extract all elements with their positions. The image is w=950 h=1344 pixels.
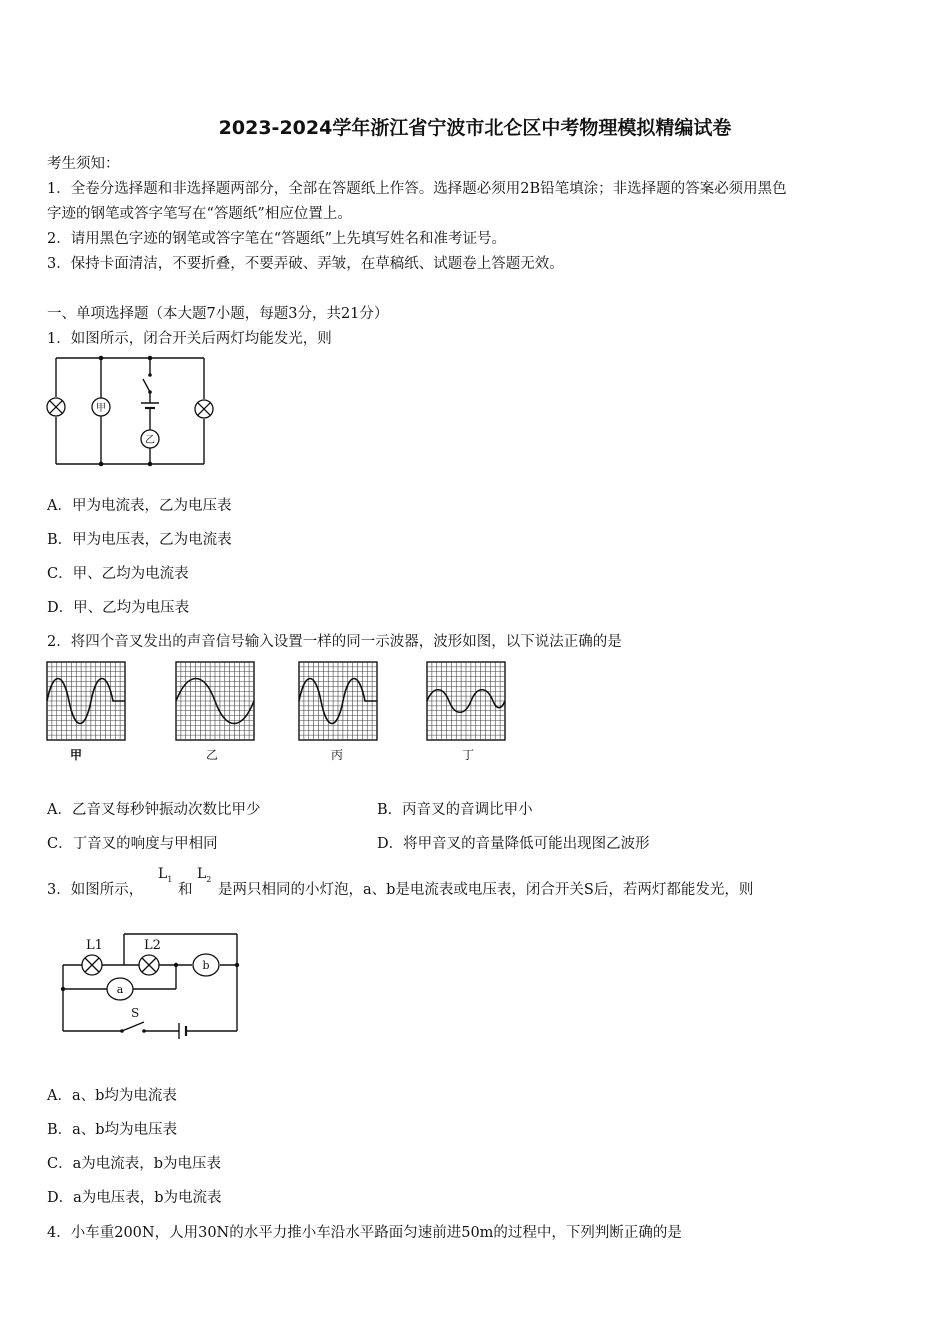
notice-line: 1．全卷分选择题和非选择题两部分，全部在答题纸上作答。选择题必须用2B铅笔填涂；非选择题的答案必须用黑色 <box>47 181 787 197</box>
fig-label-l1: L1 <box>86 938 103 953</box>
lamp-left <box>47 398 65 416</box>
q3-l2: $L_2$ <box>197 866 212 884</box>
page-title: 2023-2024学年浙江省宁波市北仑区中考物理模拟精编试卷 <box>218 117 732 139</box>
oscilloscope-bing <box>299 662 377 740</box>
wave-label-yi: 乙 <box>206 748 219 762</box>
q1-option-b: B．甲为电压表，乙为电流表 <box>47 532 232 548</box>
fig-label-s: S <box>131 1006 140 1020</box>
wave-label-jia: 甲 <box>70 748 83 762</box>
q2-option-c: C．丁音叉的响度与甲相同 <box>47 836 218 852</box>
q3-l1: $L_1$ <box>158 866 173 884</box>
wave-label-bing: 丙 <box>331 748 344 762</box>
q3-option-a: A．a、b均为电流表 <box>47 1088 177 1104</box>
lamp-l1 <box>82 955 102 975</box>
q1-circuit-diagram <box>40 350 220 475</box>
q4-stem: 4．小车重200N，人用30N的水平力推小车沿水平路面匀速前进50m的过程中，下列判断正确的是 <box>47 1225 682 1241</box>
q2-option-d: D．将甲音叉的音量降低可能出现图乙波形 <box>377 836 650 852</box>
lamp-l2 <box>139 955 159 975</box>
q2-stem: 2．将四个音叉发出的声音信号输入设置一样的同一示波器，波形如图，以下说法正确的是 <box>47 634 622 650</box>
q3-option-c: C．a为电流表，b为电压表 <box>47 1156 222 1172</box>
q2-option-a: A．乙音叉每秒钟振动次数比甲少 <box>47 802 261 818</box>
notice-line: 3．保持卡面清洁，不要折叠，不要弄破、弄皱，在草稿纸、试题卷上答题无效。 <box>47 256 564 272</box>
meter-yi-label: 乙 <box>145 435 155 446</box>
wave-label-ding: 丁 <box>462 748 475 762</box>
fig-label-a: a <box>116 983 124 996</box>
q3-option-b: B．a、b均为电压表 <box>47 1122 178 1138</box>
notice-line: 字迹的钢笔或答字笔写在“答题纸”相应位置上。 <box>47 206 352 222</box>
notice-line: 2．请用黑色字迹的钢笔或答字笔在“答题纸”上先填写姓名和准考证号。 <box>47 231 507 247</box>
q1-option-a: A．甲为电流表，乙为电压表 <box>47 498 232 514</box>
notice-heading: 考生须知： <box>47 156 120 172</box>
q1-option-c: C．甲、乙均为电流表 <box>47 566 189 582</box>
oscilloscope-yi <box>176 662 254 740</box>
q1-option-d: D．甲、乙均为电压表 <box>47 600 190 616</box>
lamp-right <box>195 400 213 418</box>
q3-and: 和 <box>178 882 193 898</box>
q3-stem-post: 是两只相同的小灯泡，a、b是电流表或电压表，闭合开关S后，若两灯都能发光，则 <box>218 882 754 898</box>
q1-stem: 1．如图所示，闭合开关后两灯均能发光，则 <box>47 331 332 347</box>
oscilloscope-ding <box>427 662 505 740</box>
q3-option-d: D．a为电压表，b为电流表 <box>47 1190 222 1206</box>
section-heading: 一、单项选择题（本大题7小题，每题3分，共21分） <box>47 306 389 322</box>
q3-circuit-diagram <box>55 925 250 1040</box>
fig-label-l2: L2 <box>144 938 161 953</box>
fig-label-b: b <box>202 959 210 972</box>
q2-option-b: B．丙音叉的音调比甲小 <box>377 802 533 818</box>
q3-stem-pre: 3．如图所示， <box>47 882 144 898</box>
oscilloscope-jia <box>47 662 125 740</box>
meter-jia-label: 甲 <box>96 403 106 414</box>
